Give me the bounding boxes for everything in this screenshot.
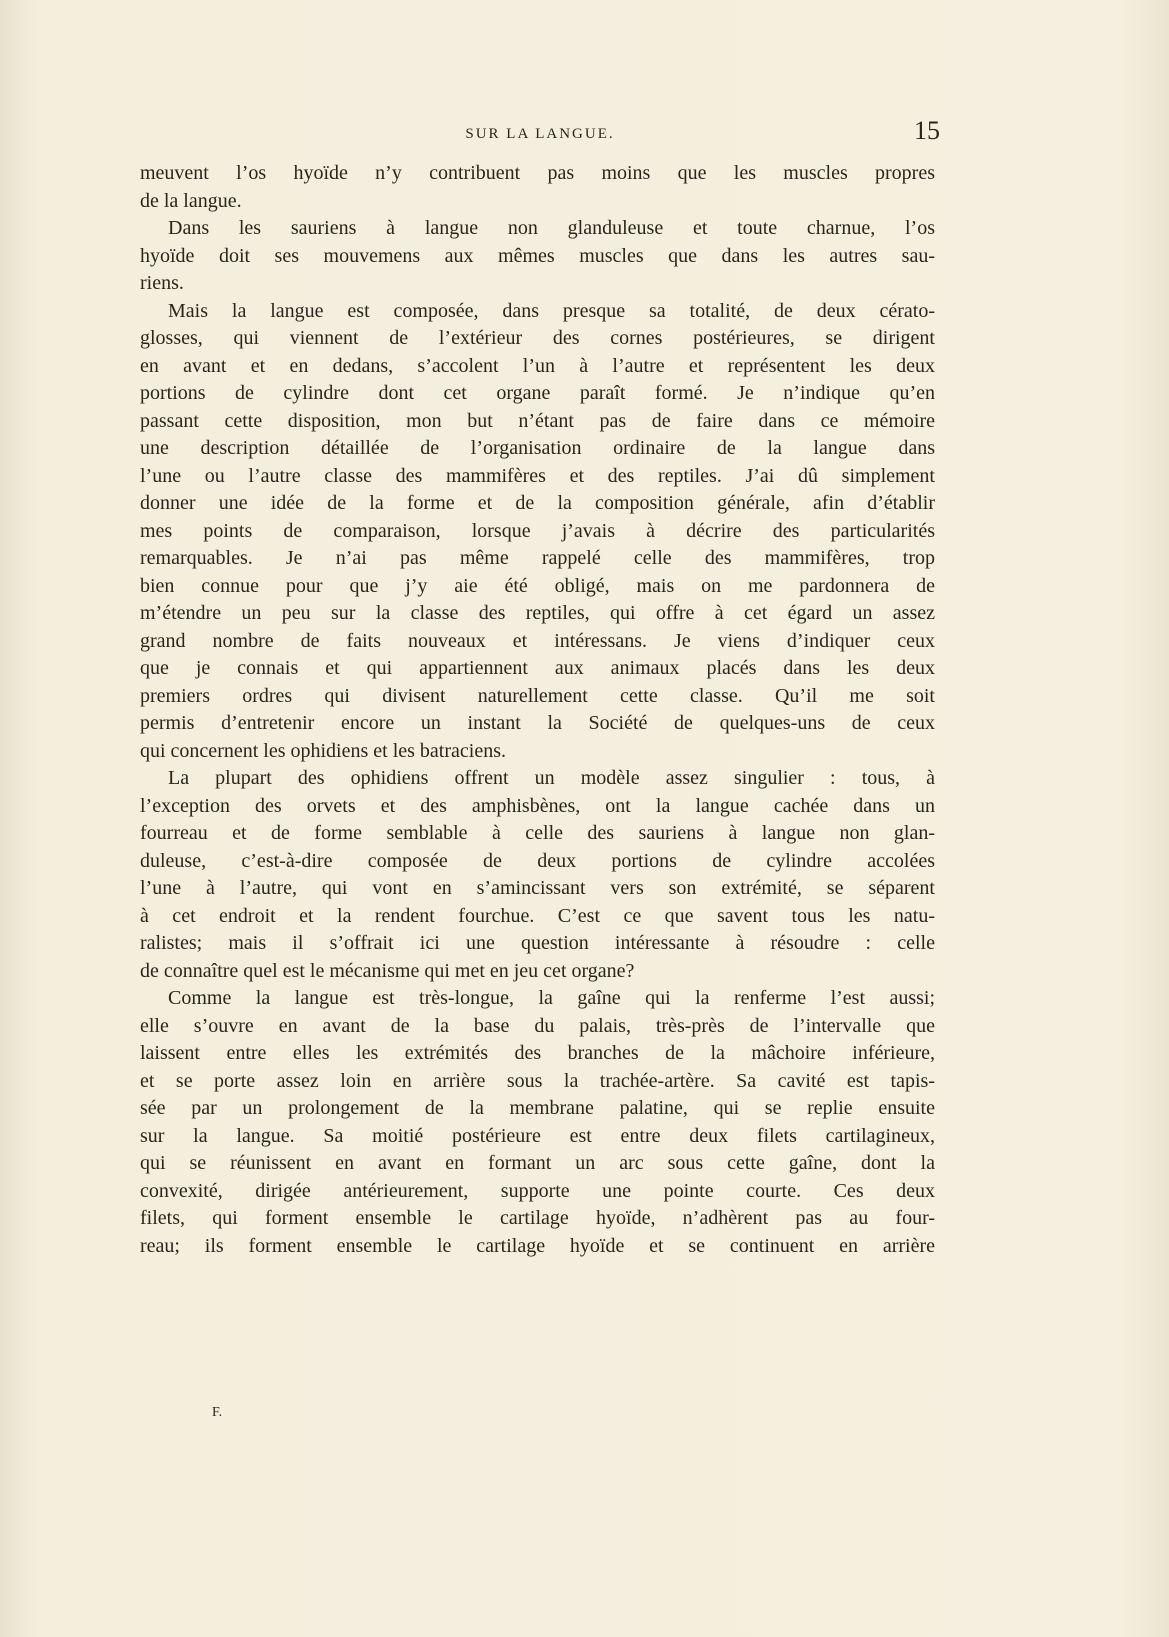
- text-line: mes points de comparaison, lorsque j’avais à décrire des particularités: [140, 519, 935, 542]
- text-line: m’étendre un peu sur la classe des reptiles, qui offre à cet égard un assez: [140, 602, 935, 624]
- text-line: meuvent l’os hyoïde n’y contribuent pas moins que les muscles propres: [140, 162, 935, 184]
- text-line: remarquables. Je n’ai pas même rappelé celle des mammifères, trop: [140, 547, 935, 569]
- text-line: en avant et en dedans, s’accolent l’un à l’autre et représentent les deux: [140, 354, 935, 377]
- body-text: [140, 160, 935, 1260]
- text-line: qui se réunissent en avant en formant un arc sous cette gaîne, dont la: [140, 1152, 935, 1174]
- text-line: riens.: [140, 272, 184, 294]
- text-line: convexité, dirigée antérieurement, supporte une pointe courte. Ces deux: [140, 1179, 935, 1202]
- text-line: sur la langue. Sa moitié postérieure est entre deux filets cartilagineux,: [140, 1124, 935, 1147]
- text-line: fourreau et de forme semblable à celle des sauriens à langue non glan-: [140, 822, 935, 844]
- text-line: reau; ils forment ensemble le cartilage hyoïde et se continuent en arrière: [140, 1234, 935, 1257]
- text-line: hyoïde doit ses mouvemens aux mêmes muscles que dans les autres sau-: [140, 244, 935, 267]
- text-line: l’une ou l’autre classe des mammifères et des reptiles. J’ai dû simplement: [140, 464, 935, 487]
- text-line: de connaître quel est le mécanisme qui met en jeu cet organe?: [140, 959, 635, 982]
- text-line: sée par un prolongement de la membrane palatine, qui se replie ensuite: [140, 1097, 935, 1119]
- text-line: de la langue.: [140, 189, 242, 212]
- text-line: premiers ordres qui divisent naturellement cette classe. Qu’il me soit: [140, 684, 935, 707]
- text-line: elle s’ouvre en avant de la base du palais, très-près de l’intervalle que: [140, 1014, 935, 1037]
- text-line: Comme la langue est très-longue, la gaîne qui la renferme l’est aussi;: [168, 987, 935, 1009]
- text-line: bien connue pour que j’y aie été obligé, mais on me pardonnera de: [140, 574, 935, 597]
- text-line: Mais la langue est composée, dans presque sa totalité, de deux cérato-: [168, 299, 935, 322]
- text-line: grand nombre de faits nouveaux et intéressans. Je viens d’indiquer ceux: [140, 629, 935, 652]
- text-line: glosses, qui viennent de l’extérieur des cornes postérieures, se dirigent: [140, 327, 935, 349]
- text-line: passant cette disposition, mon but n’étant pas de faire dans ce mémoire: [140, 409, 935, 432]
- text-line: laissent entre elles les extrémités des branches de la mâchoire inférieure,: [140, 1042, 935, 1064]
- text-line: Dans les sauriens à langue non glanduleuse et toute charnue, l’os: [168, 217, 935, 239]
- text-line: duleuse, c’est-à-dire composée de deux portions de cylindre accolées: [140, 849, 935, 872]
- page-header: [140, 116, 940, 152]
- text-line: à cet endroit et la rendent fourchue. C’est ce que savent tous les natu-: [140, 904, 935, 927]
- text-line: portions de cylindre dont cet organe paraît formé. Je n’indique qu’en: [140, 382, 935, 404]
- text-line: La plupart des ophidiens offrent un modèle assez singulier : tous, à: [168, 767, 935, 789]
- text-line: que je connais et qui appartiennent aux animaux placés dans les deux: [140, 657, 935, 679]
- text-line: qui concernent les ophidiens et les batraciens.: [140, 739, 506, 762]
- text-line: et se porte assez loin en arrière sous la trachée-artère. Sa cavité est tapis-: [140, 1069, 935, 1092]
- page-number: 15: [914, 116, 940, 145]
- running-title: SUR LA LANGUE.: [465, 126, 615, 142]
- signature-mark: F.: [212, 1405, 223, 1420]
- text-line: donner une idée de la forme et de la composition générale, afin d’établir: [140, 492, 935, 514]
- text-line: filets, qui forment ensemble le cartilage hyoïde, n’adhèrent pas au four-: [140, 1207, 935, 1229]
- text-line: l’une à l’autre, qui vont en s’amincissant vers son extrémité, se séparent: [140, 877, 935, 899]
- text-line: ralistes; mais il s’offrait ici une question intéressante à résoudre : celle: [140, 932, 935, 954]
- text-line: une description détaillée de l’organisation ordinaire de la langue dans: [140, 437, 935, 459]
- text-line: permis d’entretenir encore un instant la Société de quelques-uns de ceux: [140, 712, 935, 734]
- text-line: l’exception des orvets et des amphisbènes, ont la langue cachée dans un: [140, 794, 935, 817]
